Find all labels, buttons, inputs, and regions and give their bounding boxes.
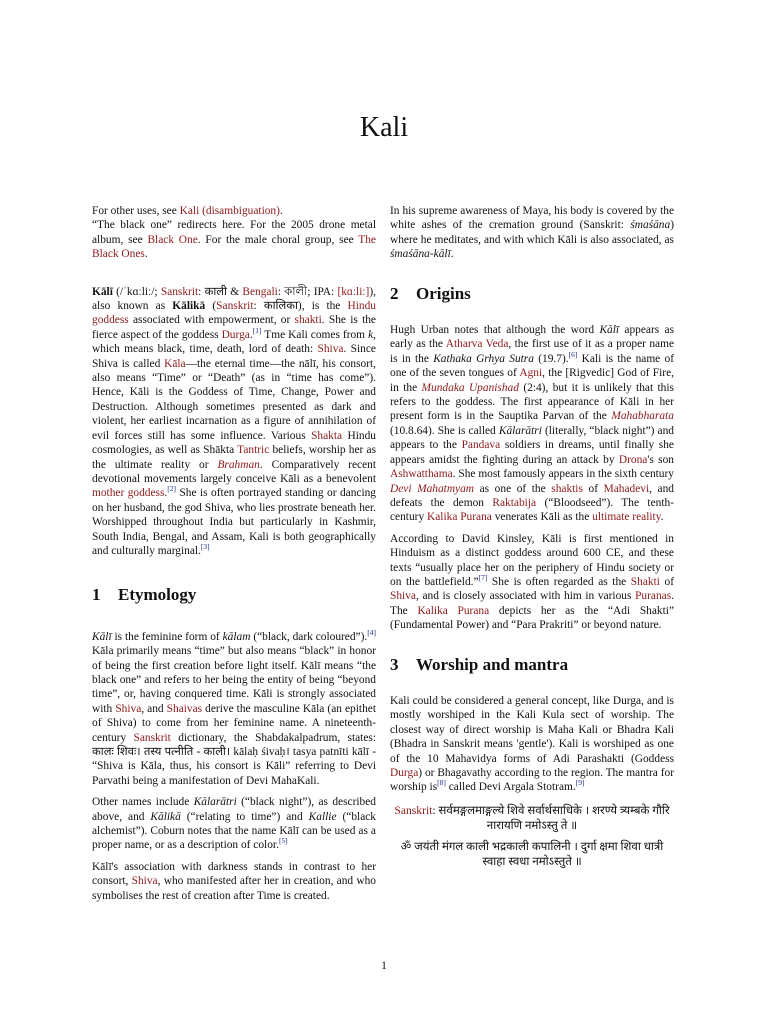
inline-link[interactable]: Pandava	[461, 439, 501, 452]
inline-link[interactable]: Shiva	[131, 875, 158, 888]
inline-link[interactable]: Agni	[519, 367, 543, 380]
inline-link[interactable]: Durga	[390, 767, 419, 779]
inline-link[interactable]: Black One	[147, 233, 198, 246]
inline-link[interactable]: shaktis	[551, 482, 583, 495]
inline-link[interactable]: Drona	[618, 453, 648, 466]
italic-term: k	[368, 328, 374, 341]
section-heading-worship: 3 Worship and mantra	[390, 654, 569, 674]
bold-term: Kālī	[92, 285, 113, 298]
hatnote-line: “The black one” redirects here. For the 2005 drone metal album, see Black One. For the male choral group, see The Black Ones.	[92, 219, 376, 261]
inline-link[interactable]: Sanskrit	[160, 285, 199, 298]
sanskrit-link[interactable]: Sanskrit	[394, 803, 433, 817]
hatnote	[92, 204, 376, 262]
inline-link[interactable]: Shiva	[317, 343, 344, 356]
inline-link[interactable]: Shakti	[630, 575, 660, 588]
inline-link[interactable]: Brahman	[217, 458, 260, 471]
italic-term: kālam	[222, 630, 251, 643]
inline-link[interactable]: Devi Mahatmyam	[390, 482, 475, 495]
citation-ref[interactable]: [2]	[167, 484, 177, 494]
citation-ref[interactable]: [9]	[575, 778, 585, 788]
inline-link[interactable]: Kalika Purana	[427, 511, 492, 524]
section-heading-origins: 2 Origins	[390, 283, 471, 303]
citation-ref[interactable]: [3]	[200, 542, 210, 552]
italic-term: Kālikā	[150, 810, 181, 823]
left-column	[92, 204, 376, 910]
etymology-paragraph: Other names include Kālarātri (“black night”), as described above, and Kālikā (“relating to time”) and Kallie (“black alchemist”). Coburn notes that the name Kālī can be used as a proper name, or as a description of color.[5]	[92, 796, 376, 852]
citation-ref[interactable]: [7]	[478, 573, 488, 583]
italic-term: Kālarātri	[498, 424, 542, 437]
right-column	[390, 204, 674, 875]
inline-link[interactable]: Puranas	[635, 590, 672, 603]
inline-link[interactable]: Mahabharata	[611, 410, 674, 423]
page-number: 1	[381, 960, 387, 972]
section-heading-etymology: 1 Etymology	[92, 585, 197, 605]
etymology-paragraph: Kālī is the feminine form of kālam (“black, dark coloured”).[4] Kāla primarily means “time” but also means “black” in honor of being the first creation before light itself. Kālī means “the black one” and refers to her being the entity of being “beyond time”, or, having conquered time. Kāli is strongly associated with Shiva, and Shaivas derive the masculine Kāla (an epithet of Shiva) to come from her feminine name. A nineteenth-century Sanskrit dictionary, the Shabdakalpadrum, states: कालः शिवः। तस्य पत्नीति - काली। kālaḥ śivaḥ। tasya patnīti kālī - “Shiva is Kāla, thus, his consort is Kāli” referring to Devi Parvathi being a manifestation of Devi MahaKali.	[92, 627, 377, 787]
continued-paragraph: In his supreme awareness of Maya, his body is covered by the white ashes of the cremation ground (Sanskrit: śmaśāna) where he meditates, and with which Kāli is also associated, as śmaśāna-kālī.	[390, 205, 674, 261]
citation-ref[interactable]: [5]	[278, 836, 288, 846]
italic-term: śmaśāna-kālī	[390, 248, 451, 261]
inline-link[interactable]: Hindu goddess	[92, 300, 376, 327]
italic-term: Kālī	[599, 324, 620, 337]
citation-ref[interactable]: [1]	[252, 326, 262, 336]
etymology-paragraph: Kālī's association with darkness stands in contrast to her consort, Shiva, who manifested after her in creation, and who symbolises the rest of creation after Time is created.	[92, 860, 377, 902]
citation-ref[interactable]: [4]	[367, 627, 377, 637]
inline-link[interactable]: Mahadevi	[603, 482, 650, 495]
inline-link[interactable]: Sanskrit	[216, 300, 254, 313]
hatnote-line: For other uses, see Kali (disambiguation).	[92, 205, 283, 217]
citation-ref[interactable]: [6]	[568, 350, 578, 360]
mantra-block	[390, 803, 674, 869]
inline-link[interactable]: ultimate reality	[592, 511, 661, 524]
worship-paragraph: Kali could be considered a general concept, like Durga, and is mostly worshiped in the Kali Kula sect of worship. The closest way of direct worship is Maha Kali or Bhadra Kali (Bhadra in Sanskrit means 'gentle'). Kali is worshiped as one of the 10 Mahavidya forms of Adi Parashakti (Goddess Durga) or Bhagavathy according to the region. The mantra for worship is[8] called Devi Argala Stotram.[9]	[390, 694, 674, 794]
inline-link[interactable]: Shakta	[311, 429, 343, 442]
inline-link[interactable]: Kāla	[164, 357, 186, 370]
italic-term: Kālarātri	[193, 796, 237, 809]
italic-term: Kallie	[308, 810, 337, 823]
inline-link[interactable]: mother goddess	[92, 487, 165, 500]
inline-link[interactable]: Shiva	[390, 590, 416, 603]
inline-link[interactable]: Shiva	[115, 702, 142, 715]
inline-link[interactable]: Atharva Veda	[445, 338, 509, 351]
inline-link[interactable]: [kɑːliː]	[337, 285, 370, 298]
inline-link[interactable]: Sanskrit	[133, 731, 171, 744]
italic-term: Kathaka Grhya Sutra	[433, 352, 534, 365]
inline-link[interactable]: Bengali	[242, 285, 278, 298]
bold-term: Kālikā	[172, 300, 206, 313]
inline-link[interactable]: Raktabija	[492, 496, 537, 509]
inline-link[interactable]: Mundaka Upanishad	[421, 381, 519, 394]
italic-term: śmaśāna	[630, 219, 671, 232]
inline-link[interactable]: Kalika Purana	[417, 604, 490, 617]
mantra-line-1: Sanskrit: सर्वमङ्गलमाङ्गल्ये शिवे सर्वार्थसाधिके । शरण्ये त्र्यम्बके गौरि नारायणि नमोऽस्तु ते ॥	[394, 803, 670, 832]
inline-link[interactable]: Kali (disambiguation)	[179, 205, 280, 217]
italic-term: Kālī	[92, 630, 112, 643]
origins-paragraph: Hugh Urban notes that although the word Kālī appears as early as the Atharva Veda, the first use of it as a proper name is in the Kathaka Grhya Sutra (19.7).[6] Kali is the name of one of the seven tongues of Agni, the [Rigvedic] God of Fire, in the Mundaka Upanishad (2:4), but it is unlikely that this refers to the goddess. The first appearance of Kāli in her present form is in the Sauptika Parvan of the Mahabharata (10.8.64). She is called Kālarātri (literally, “black night”) and appears to the Pandava soldiers in dreams, until finally she appears amidst the fighting during an attack by Drona's son Ashwatthama. She most famously appears in the sixth century Devi Mahatmyam as one of the shaktis of Mahadevi, and defeats the demon Raktabija (“Bloodseed”). The tenth-century Kalika Purana venerates Kāli as the ultimate reality.	[390, 324, 675, 524]
inline-link[interactable]: Tantric	[237, 444, 270, 457]
inline-link[interactable]: shakti	[294, 314, 322, 327]
inline-link[interactable]: Durga	[221, 328, 250, 341]
page-title: Kali	[359, 112, 409, 143]
inline-link[interactable]: Ashwatthama	[390, 468, 453, 481]
inline-link[interactable]: Shaivas	[166, 702, 203, 715]
intro-paragraph: Kālī (/ˈkɑːliː/; Sanskrit: काली & Bengali: কালী; IPA: [kɑːliː]), also known as Kālikā (Sanskrit: कालिका), is the Hindu goddess associated with empowerment, or shakti. She is the fierce aspect of the goddess Durga.[1] Tme Kali comes from k, which means black, time, death, lord of death: Shiva. Since Shiva is called Kāla—the eternal time—the nālī, his consort, also means “Time” or “Death” (as in “time has come”). Hence, Kāli is the Goddess of Time, Change, Power and Destruction. Although sometimes presented as dark and violent, her earliest incarnation as a figure of annihilation of evil forces still has some influence. Various Shakta Hindu cosmologies, as well as Shākta Tantric beliefs, worship her as the ultimate reality or Brahman. Comparatively recent devotional movements largely conceive Kāli as a benevolent mother goddess.[2] She is often portrayed standing or dancing on her husband, the god Shiva, who lies prostrate beneath her. Worshipped throughout India but particularly in Kashmir, South India, Bengal, and Assam, Kali is both geographically and culturally marginal.[3]	[92, 285, 377, 557]
mantra-line-2: ॐ जयंती मंगल काली भद्रकाली कपालिनी । दुर्गा क्षमा शिवा धात्री स्वाहा स्वधा नमोऽस्तुते ॥	[400, 839, 664, 868]
origins-paragraph: According to David Kinsley, Kāli is first mentioned in Hinduism as a distinct goddess around 600 CE, and these texts “usually place her on the periphery of Hindu society or on the battlefield.”[7] She is often regarded as the Shakti of Shiva, and is closely associated with him in various Puranas. The Kalika Purana depicts her as the “Adi Shakti” (Fundamental Power) and “Para Prakriti” or beyond nature.	[390, 532, 675, 632]
inline-link[interactable]: The Black Ones	[92, 233, 376, 261]
citation-ref[interactable]: [8]	[437, 778, 446, 788]
